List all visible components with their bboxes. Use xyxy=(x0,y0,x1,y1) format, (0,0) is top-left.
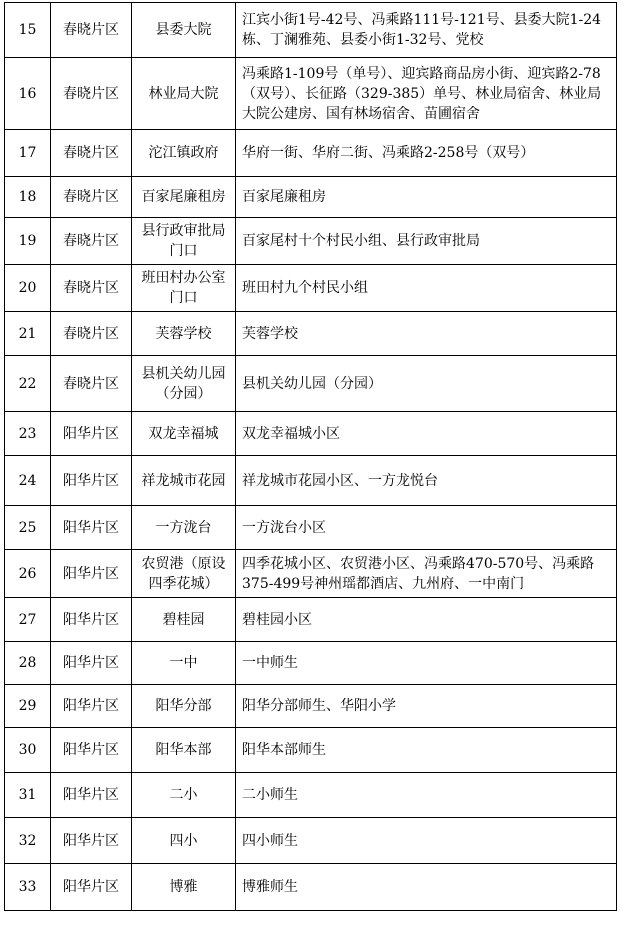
scope-cell: 二小师生 xyxy=(236,773,617,818)
site-cell: 阳华本部 xyxy=(132,728,236,773)
scope-cell: 百家尾廉租房 xyxy=(236,177,617,218)
row-number-cell: 24 xyxy=(5,456,51,506)
scope-cell: 祥龙城市花园小区、一方龙悦台 xyxy=(236,456,617,506)
row-number-cell: 27 xyxy=(5,598,51,642)
area-cell: 春晓片区 xyxy=(51,3,132,58)
area-cell: 春晓片区 xyxy=(51,356,132,412)
table-row xyxy=(5,773,617,818)
site-cell: 阳华分部 xyxy=(132,685,236,728)
table-row xyxy=(5,130,617,177)
scope-cell: 华府一街、华府二街、冯乘路2-258号（双号） xyxy=(236,130,617,177)
row-number-cell: 20 xyxy=(5,265,51,312)
row-number-cell: 18 xyxy=(5,177,51,218)
table-row xyxy=(5,218,617,265)
table-row xyxy=(5,728,617,773)
area-cell: 阳华片区 xyxy=(51,550,132,598)
site-cell: 芙蓉学校 xyxy=(132,312,236,356)
table-body xyxy=(5,3,617,911)
table-row xyxy=(5,685,617,728)
site-cell: 县机关幼儿园（分园） xyxy=(132,356,236,412)
area-cell: 阳华片区 xyxy=(51,642,132,685)
table-row xyxy=(5,356,617,412)
area-cell: 阳华片区 xyxy=(51,818,132,864)
area-cell: 阳华片区 xyxy=(51,456,132,506)
testing-sites-table xyxy=(4,2,617,911)
scope-cell: 双龙幸福城小区 xyxy=(236,412,617,456)
site-cell: 林业局大院 xyxy=(132,58,236,130)
row-number-cell: 29 xyxy=(5,685,51,728)
table-row xyxy=(5,312,617,356)
site-cell: 博雅 xyxy=(132,864,236,911)
site-cell: 碧桂园 xyxy=(132,598,236,642)
row-number-cell: 28 xyxy=(5,642,51,685)
site-cell: 四小 xyxy=(132,818,236,864)
area-cell: 春晓片区 xyxy=(51,312,132,356)
row-number-cell: 19 xyxy=(5,218,51,265)
table-row xyxy=(5,265,617,312)
table-row xyxy=(5,456,617,506)
site-cell: 沱江镇政府 xyxy=(132,130,236,177)
table-row xyxy=(5,864,617,911)
site-cell: 农贸港（原设四季花城） xyxy=(132,550,236,598)
row-number-cell: 25 xyxy=(5,506,51,550)
scope-cell: 县机关幼儿园（分园） xyxy=(236,356,617,412)
area-cell: 春晓片区 xyxy=(51,130,132,177)
row-number-cell: 23 xyxy=(5,412,51,456)
site-cell: 百家尾廉租房 xyxy=(132,177,236,218)
scope-cell: 阳华分部师生、华阳小学 xyxy=(236,685,617,728)
scope-cell: 江宾小街1号-42号、冯乘路111号-121号、县委大院1-24栋、丁澜雅苑、县委小街1-32号、党校 xyxy=(236,3,617,58)
row-number-cell: 30 xyxy=(5,728,51,773)
table-row xyxy=(5,3,617,58)
scope-cell: 冯乘路1-109号（单号）、迎宾路商品房小街、迎宾路2-78（双号）、长征路（329-385）单号、林业局宿舍、林业局大院公建房、国有林场宿舍、苗圃宿舍 xyxy=(236,58,617,130)
scope-cell: 四季花城小区、农贸港小区、冯乘路470-570号、冯乘路375-499号神州瑶都酒店、九州府、一中南门 xyxy=(236,550,617,598)
area-cell: 春晓片区 xyxy=(51,265,132,312)
table-row xyxy=(5,598,617,642)
area-cell: 春晓片区 xyxy=(51,58,132,130)
site-cell: 祥龙城市花园 xyxy=(132,456,236,506)
area-cell: 阳华片区 xyxy=(51,685,132,728)
row-number-cell: 15 xyxy=(5,3,51,58)
site-cell: 一方泷台 xyxy=(132,506,236,550)
row-number-cell: 16 xyxy=(5,58,51,130)
site-cell: 县委大院 xyxy=(132,3,236,58)
scope-cell: 碧桂园小区 xyxy=(236,598,617,642)
area-cell: 阳华片区 xyxy=(51,864,132,911)
area-cell: 阳华片区 xyxy=(51,412,132,456)
scope-cell: 博雅师生 xyxy=(236,864,617,911)
site-cell: 双龙幸福城 xyxy=(132,412,236,456)
area-cell: 春晓片区 xyxy=(51,218,132,265)
area-cell: 阳华片区 xyxy=(51,728,132,773)
row-number-cell: 31 xyxy=(5,773,51,818)
site-cell: 县行政审批局门口 xyxy=(132,218,236,265)
table-row xyxy=(5,412,617,456)
table-row xyxy=(5,818,617,864)
area-cell: 春晓片区 xyxy=(51,177,132,218)
scope-cell: 芙蓉学校 xyxy=(236,312,617,356)
scope-cell: 百家尾村十个村民小组、县行政审批局 xyxy=(236,218,617,265)
scope-cell: 四小师生 xyxy=(236,818,617,864)
table-row xyxy=(5,506,617,550)
row-number-cell: 22 xyxy=(5,356,51,412)
area-cell: 阳华片区 xyxy=(51,773,132,818)
scope-cell: 阳华本部师生 xyxy=(236,728,617,773)
row-number-cell: 17 xyxy=(5,130,51,177)
row-number-cell: 21 xyxy=(5,312,51,356)
site-cell: 一中 xyxy=(132,642,236,685)
row-number-cell: 33 xyxy=(5,864,51,911)
scope-cell: 一中师生 xyxy=(236,642,617,685)
table-row xyxy=(5,642,617,685)
scope-cell: 一方泷台小区 xyxy=(236,506,617,550)
table-row xyxy=(5,58,617,130)
site-cell: 二小 xyxy=(132,773,236,818)
scope-cell: 班田村九个村民小组 xyxy=(236,265,617,312)
row-number-cell: 26 xyxy=(5,550,51,598)
site-cell: 班田村办公室门口 xyxy=(132,265,236,312)
area-cell: 阳华片区 xyxy=(51,598,132,642)
area-cell: 阳华片区 xyxy=(51,506,132,550)
table-row xyxy=(5,550,617,598)
row-number-cell: 32 xyxy=(5,818,51,864)
table-row xyxy=(5,177,617,218)
